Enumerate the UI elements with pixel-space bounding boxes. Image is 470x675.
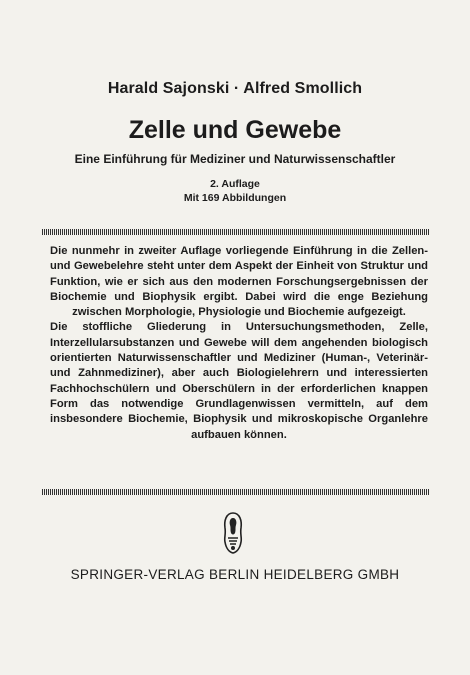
- springer-horse-logo-icon: [221, 512, 245, 554]
- authors: Harald Sajonski · Alfred Smollich: [107, 80, 363, 97]
- top-divider: [42, 229, 430, 235]
- publisher: SPRINGER-VERLAG BERLIN HEIDELBERG GMBH: [70, 567, 400, 582]
- book-title: Zelle und Gewebe: [128, 116, 342, 144]
- description-paragraph-2: Die stoffliche Gliederung in Untersuchungsmethoden, Zelle, Interzellularsubstanzen und Gewebe will dem angehenden biologisch orientierten Naturwissenschaftler und Mediziner (Human-, Veterinär- und Zahnmediziner), aber auch Biologielehrern und interessierten Fachhochschülern und Oberschülern in der erforderlichen knappen Form das notwendige Grundlagenwissen vermitteln, auf dem insbesondere Biochemie, Biophysik und mikroskopische Organlehre aufbauen können.: [50, 321, 428, 441]
- bottom-divider: [42, 489, 430, 495]
- description-paragraph-1: Die nunmehr in zweiter Auflage vorliegende Einführung in die Zellen- und Gewebelehre steht unter dem Aspekt der Einheit von Struktur und Funktion, wie er sich aus den modernen Forschungsergebnissen der Biochemie und Biophysik ergibt. Dabei wird die enge Beziehung zwischen Morphologie, Physiologie und Biochemie aufgezeigt.: [50, 245, 428, 319]
- book-subtitle: Eine Einführung für Mediziner und Naturwissenschaftler: [74, 152, 396, 166]
- edition-label: 2. Auflage: [210, 178, 260, 190]
- illustrations-count: Mit 169 Abbildungen: [183, 192, 287, 204]
- edition-info: [0, 177, 470, 205]
- description: [50, 244, 428, 443]
